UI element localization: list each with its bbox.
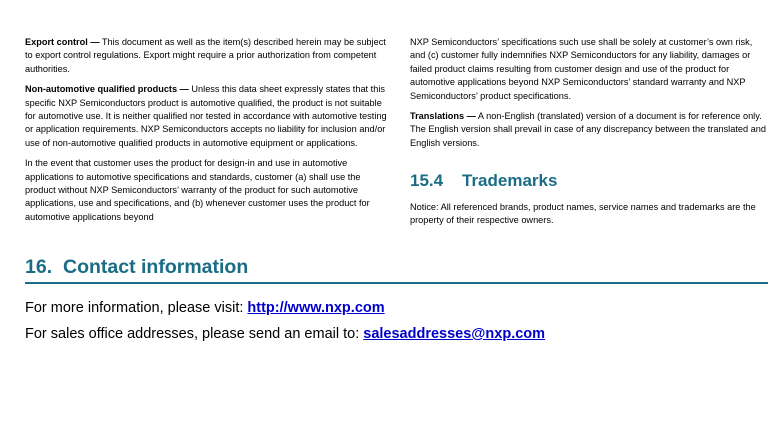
email-prefix: For sales office addresses, please send an email to: (25, 326, 364, 342)
trademarks-title: Trademarks (462, 171, 558, 190)
contact-email-line (25, 326, 545, 342)
export-control-paragraph (25, 36, 387, 76)
contact-heading (25, 256, 768, 284)
translations-paragraph (410, 110, 770, 150)
website-prefix: For more information, please visit: (25, 300, 248, 316)
contact-website-line (25, 300, 385, 316)
translations-title: Translations — (410, 111, 476, 122)
export-control-text: This document as well as the item(s) described herein may be subject to export control regulations. Export might require a prior authorization from competent authorities. (25, 37, 386, 74)
website-link[interactable]: http://www.nxp.com (247, 300, 385, 316)
non-automotive-title: Non-automotive qualified products — (25, 84, 189, 95)
left-column (25, 36, 387, 231)
non-automotive-paragraph (25, 83, 387, 150)
email-link[interactable]: salesaddresses@nxp.com (363, 326, 546, 342)
contact-number: 16. (25, 256, 53, 278)
export-control-title: Export control — (25, 37, 100, 47)
continuation-paragraph: NXP Semiconductors’ specifications such use shall be solely at customer’s own risk, and (c) customer fully indemnifies NXP Semiconductors for any liability, damages or failed product claims resulting from customer design and use of the product for automotive applications beyond NXP Semiconductors’ standard warranty and NXP Semiconductors’ product specifications. (410, 37, 753, 101)
trademarks-notice: Notice: All referenced brands, product names, service names and trademarks are the property of their respective owners. (410, 202, 756, 226)
right-column (410, 36, 770, 157)
contact-title: Contact information (63, 256, 249, 278)
trademarks-heading (410, 171, 557, 191)
non-automotive-text: Unless this data sheet expressly states that this specific NXP Semiconductors product is automotive qualified, the product is not suitable for automotive use. It is neither qualified nor tested in accordance with automotive testing or application requirements. NXP Semiconductors accepts no liability for inclusion and/or use of non-automotive qualified products in automotive equipment or applications. (25, 84, 387, 148)
trademarks-number: 15.4 (410, 171, 444, 190)
automotive-event-paragraph: In the event that customer uses the product for design-in and use in automotive applications to automotive specifications and standards, customer (a) shall use the product without NXP Semiconductors’ warranty of the product for such automotive applications, use and specifications, and (b) whenever customer uses the product for automotive applications beyond (25, 158, 370, 222)
translations-text: A non-English (translated) version of a document is for reference only. The English version shall prevail in case of any discrepancy between the translated and English versions. (410, 111, 766, 148)
